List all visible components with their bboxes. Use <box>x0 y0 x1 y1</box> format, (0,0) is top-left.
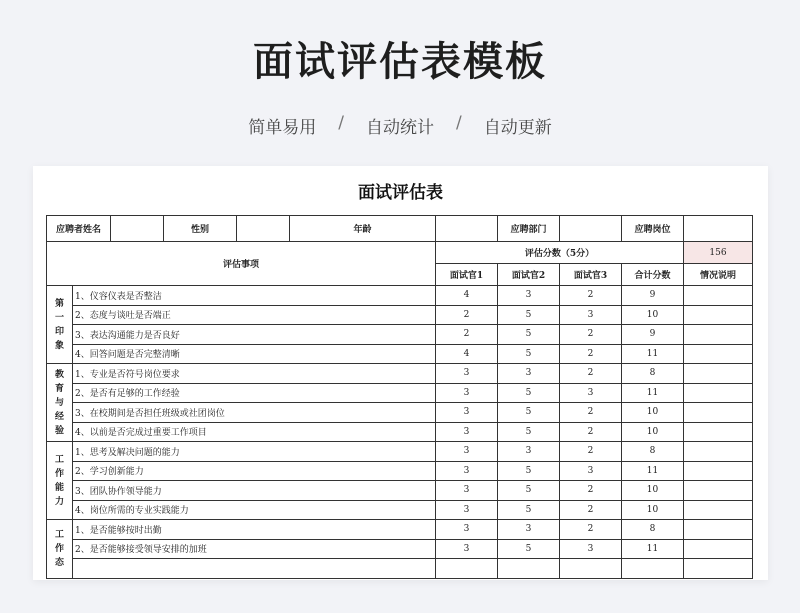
category-char: 一 <box>54 312 64 323</box>
score-interviewer-1[interactable]: 4 <box>436 286 498 306</box>
table-row <box>47 325 753 345</box>
score-interviewer-3[interactable]: 2 <box>560 422 622 442</box>
label-gender: 性别 <box>164 216 237 242</box>
score-interviewer-2[interactable]: 5 <box>498 481 560 501</box>
category-char: 态 <box>54 557 64 568</box>
score-interviewer-3[interactable]: 2 <box>560 325 622 345</box>
score-interviewer-3[interactable]: 2 <box>560 286 622 306</box>
score-interviewer-2[interactable]: 5 <box>498 461 560 481</box>
table-row <box>47 422 753 442</box>
score-interviewer-1[interactable]: 3 <box>436 500 498 520</box>
score-interviewer-1[interactable]: 3 <box>436 422 498 442</box>
remarks-cell[interactable] <box>684 325 753 345</box>
eval-item: 2、是否能够接受领导安排的加班 <box>73 539 436 559</box>
category-char: 工 <box>54 454 64 465</box>
label-age: 年龄 <box>290 216 436 242</box>
score-interviewer-3[interactable]: 2 <box>560 344 622 364</box>
score-total[interactable]: 10 <box>622 500 684 520</box>
score-interviewer-2[interactable]: 5 <box>498 383 560 403</box>
score-total[interactable]: 11 <box>622 539 684 559</box>
score-interviewer-1[interactable]: 3 <box>436 539 498 559</box>
remarks-cell[interactable] <box>684 422 753 442</box>
score-interviewer-2[interactable]: 3 <box>498 364 560 384</box>
separator: / <box>456 113 462 133</box>
table-row <box>47 286 753 306</box>
score-total[interactable]: 10 <box>622 403 684 423</box>
category-char: 与 <box>54 397 64 408</box>
score-interviewer-2[interactable]: 5 <box>498 500 560 520</box>
feature-auto-stat: 自动统计 <box>366 118 434 138</box>
table-row <box>47 461 753 481</box>
score-total[interactable]: 9 <box>622 286 684 306</box>
score-interviewer-3[interactable]: 2 <box>560 520 622 540</box>
evaluation-table <box>46 215 753 579</box>
category-char: 第 <box>54 298 64 309</box>
score-interviewer-1[interactable]: 4 <box>436 344 498 364</box>
feature-list <box>0 113 800 138</box>
value-name[interactable] <box>111 216 164 242</box>
score-total-cell: 156 <box>684 242 753 264</box>
category-char: 象 <box>54 340 64 351</box>
table-row <box>47 520 753 540</box>
eval-item: 4、岗位所需的专业实践能力 <box>73 500 436 520</box>
eval-item: 3、在校期间是否担任班级或社团岗位 <box>73 403 436 423</box>
score-interviewer-3[interactable]: 2 <box>560 403 622 423</box>
eval-item: 3、表达沟通能力是否良好 <box>73 325 436 345</box>
score-interviewer-3[interactable]: 2 <box>560 364 622 384</box>
remarks-cell[interactable] <box>684 305 753 325</box>
remarks-cell[interactable] <box>684 559 753 579</box>
score-interviewer-1[interactable]: 2 <box>436 305 498 325</box>
eval-item <box>73 559 436 579</box>
remarks-cell[interactable] <box>684 442 753 462</box>
table-row <box>47 305 753 325</box>
score-interviewer-2[interactable]: 5 <box>498 539 560 559</box>
page-title: 面试评估表模板 <box>253 39 547 85</box>
category-char: 教 <box>54 369 64 380</box>
category-char: 印 <box>54 326 64 337</box>
score-total[interactable]: 10 <box>622 481 684 501</box>
score-total[interactable]: 10 <box>622 305 684 325</box>
score-total[interactable]: 11 <box>622 344 684 364</box>
col-interviewer-1: 面试官1 <box>436 264 498 286</box>
eval-item: 2、态度与谈吐是否端正 <box>73 305 436 325</box>
score-interviewer-1[interactable]: 2 <box>436 325 498 345</box>
value-age[interactable] <box>436 216 498 242</box>
score-total[interactable]: 8 <box>622 442 684 462</box>
eval-item: 1、思考及解决问题的能力 <box>73 442 436 462</box>
table-row <box>47 403 753 423</box>
eval-item: 4、回答问题是否完整清晰 <box>73 344 436 364</box>
score-interviewer-1[interactable]: 3 <box>436 461 498 481</box>
eval-items-header: 评估事项 <box>47 242 436 286</box>
category-label <box>47 442 73 520</box>
category-char: 工 <box>54 529 64 540</box>
label-name: 应聘者姓名 <box>47 216 111 242</box>
remarks-cell[interactable] <box>684 500 753 520</box>
score-interviewer-1[interactable]: 3 <box>436 364 498 384</box>
remarks-cell[interactable] <box>684 383 753 403</box>
score-interviewer-3[interactable]: 2 <box>560 481 622 501</box>
score-total[interactable]: 10 <box>622 422 684 442</box>
score-interviewer-3[interactable]: 3 <box>560 461 622 481</box>
score-interviewer-2[interactable] <box>498 559 560 579</box>
table-row <box>47 500 753 520</box>
remarks-cell[interactable] <box>684 286 753 306</box>
value-department[interactable] <box>560 216 622 242</box>
value-position[interactable] <box>684 216 753 242</box>
score-total[interactable]: 11 <box>622 461 684 481</box>
eval-item: 2、是否有足够的工作经验 <box>73 383 436 403</box>
feature-auto-update: 自动更新 <box>483 118 552 138</box>
score-header: 评估分数（5分） <box>436 242 684 264</box>
table-row <box>47 344 753 364</box>
score-interviewer-3[interactable]: 2 <box>560 442 622 462</box>
table-row <box>47 364 753 384</box>
score-total[interactable]: 8 <box>622 520 684 540</box>
score-total[interactable]: 8 <box>622 364 684 384</box>
table-row <box>47 481 753 501</box>
remarks-cell[interactable] <box>684 520 753 540</box>
score-interviewer-1[interactable] <box>436 559 498 579</box>
feature-easy: 简单易用 <box>248 118 317 138</box>
category-char: 能 <box>54 482 64 493</box>
remarks-cell[interactable] <box>684 364 753 384</box>
col-interviewer-3: 面试官3 <box>560 264 622 286</box>
eval-item: 4、以前是否完成过重要工作项目 <box>73 422 436 442</box>
sheet-title: 面试评估表 <box>358 183 443 203</box>
score-total[interactable]: 11 <box>622 383 684 403</box>
score-interviewer-2[interactable]: 3 <box>498 442 560 462</box>
remarks-cell[interactable] <box>684 403 753 423</box>
score-interviewer-1[interactable]: 3 <box>436 403 498 423</box>
score-interviewer-3[interactable]: 3 <box>560 305 622 325</box>
col-interviewer-2: 面试官2 <box>498 264 560 286</box>
score-interviewer-2[interactable]: 5 <box>498 422 560 442</box>
table-row <box>47 539 753 559</box>
remarks-cell[interactable] <box>684 461 753 481</box>
score-interviewer-3[interactable] <box>560 559 622 579</box>
value-gender[interactable] <box>237 216 290 242</box>
score-interviewer-2[interactable]: 3 <box>498 520 560 540</box>
label-department: 应聘部门 <box>498 216 560 242</box>
label-position: 应聘岗位 <box>622 216 684 242</box>
eval-item: 1、专业是否符号岗位要求 <box>73 364 436 384</box>
score-interviewer-3[interactable]: 3 <box>560 539 622 559</box>
category-label <box>47 520 73 579</box>
remarks-cell[interactable] <box>684 344 753 364</box>
score-interviewer-2[interactable]: 3 <box>498 286 560 306</box>
score-interviewer-3[interactable]: 3 <box>560 383 622 403</box>
col-remarks: 情况说明 <box>684 264 753 286</box>
eval-item: 1、仪容仪表是否整洁 <box>73 286 436 306</box>
score-interviewer-3[interactable]: 2 <box>560 500 622 520</box>
evaluation-sheet <box>33 166 768 580</box>
category-char: 育 <box>54 383 64 394</box>
eval-item: 3、团队协作领导能力 <box>73 481 436 501</box>
score-interviewer-2[interactable]: 5 <box>498 325 560 345</box>
table-row <box>47 383 753 403</box>
category-label <box>47 286 73 364</box>
table-row <box>47 559 753 579</box>
category-char: 经 <box>54 411 64 422</box>
score-interviewer-2[interactable]: 5 <box>498 305 560 325</box>
score-interviewer-2[interactable]: 5 <box>498 403 560 423</box>
category-char: 力 <box>54 496 64 507</box>
score-total[interactable] <box>622 559 684 579</box>
remarks-cell[interactable] <box>684 539 753 559</box>
category-char: 作 <box>54 543 64 554</box>
score-interviewer-1[interactable]: 3 <box>436 383 498 403</box>
category-char: 验 <box>54 425 64 436</box>
eval-item: 2、学习创新能力 <box>73 461 436 481</box>
score-interviewer-1[interactable]: 3 <box>436 442 498 462</box>
separator: / <box>338 113 344 133</box>
category-label <box>47 364 73 442</box>
score-interviewer-1[interactable]: 3 <box>436 520 498 540</box>
score-interviewer-1[interactable]: 3 <box>436 481 498 501</box>
eval-item: 1、是否能够按时出勤 <box>73 520 436 540</box>
col-total: 合计分数 <box>622 264 684 286</box>
remarks-cell[interactable] <box>684 481 753 501</box>
score-total[interactable]: 9 <box>622 325 684 345</box>
table-row <box>47 442 753 462</box>
category-char: 作 <box>54 468 64 479</box>
score-interviewer-2[interactable]: 5 <box>498 344 560 364</box>
